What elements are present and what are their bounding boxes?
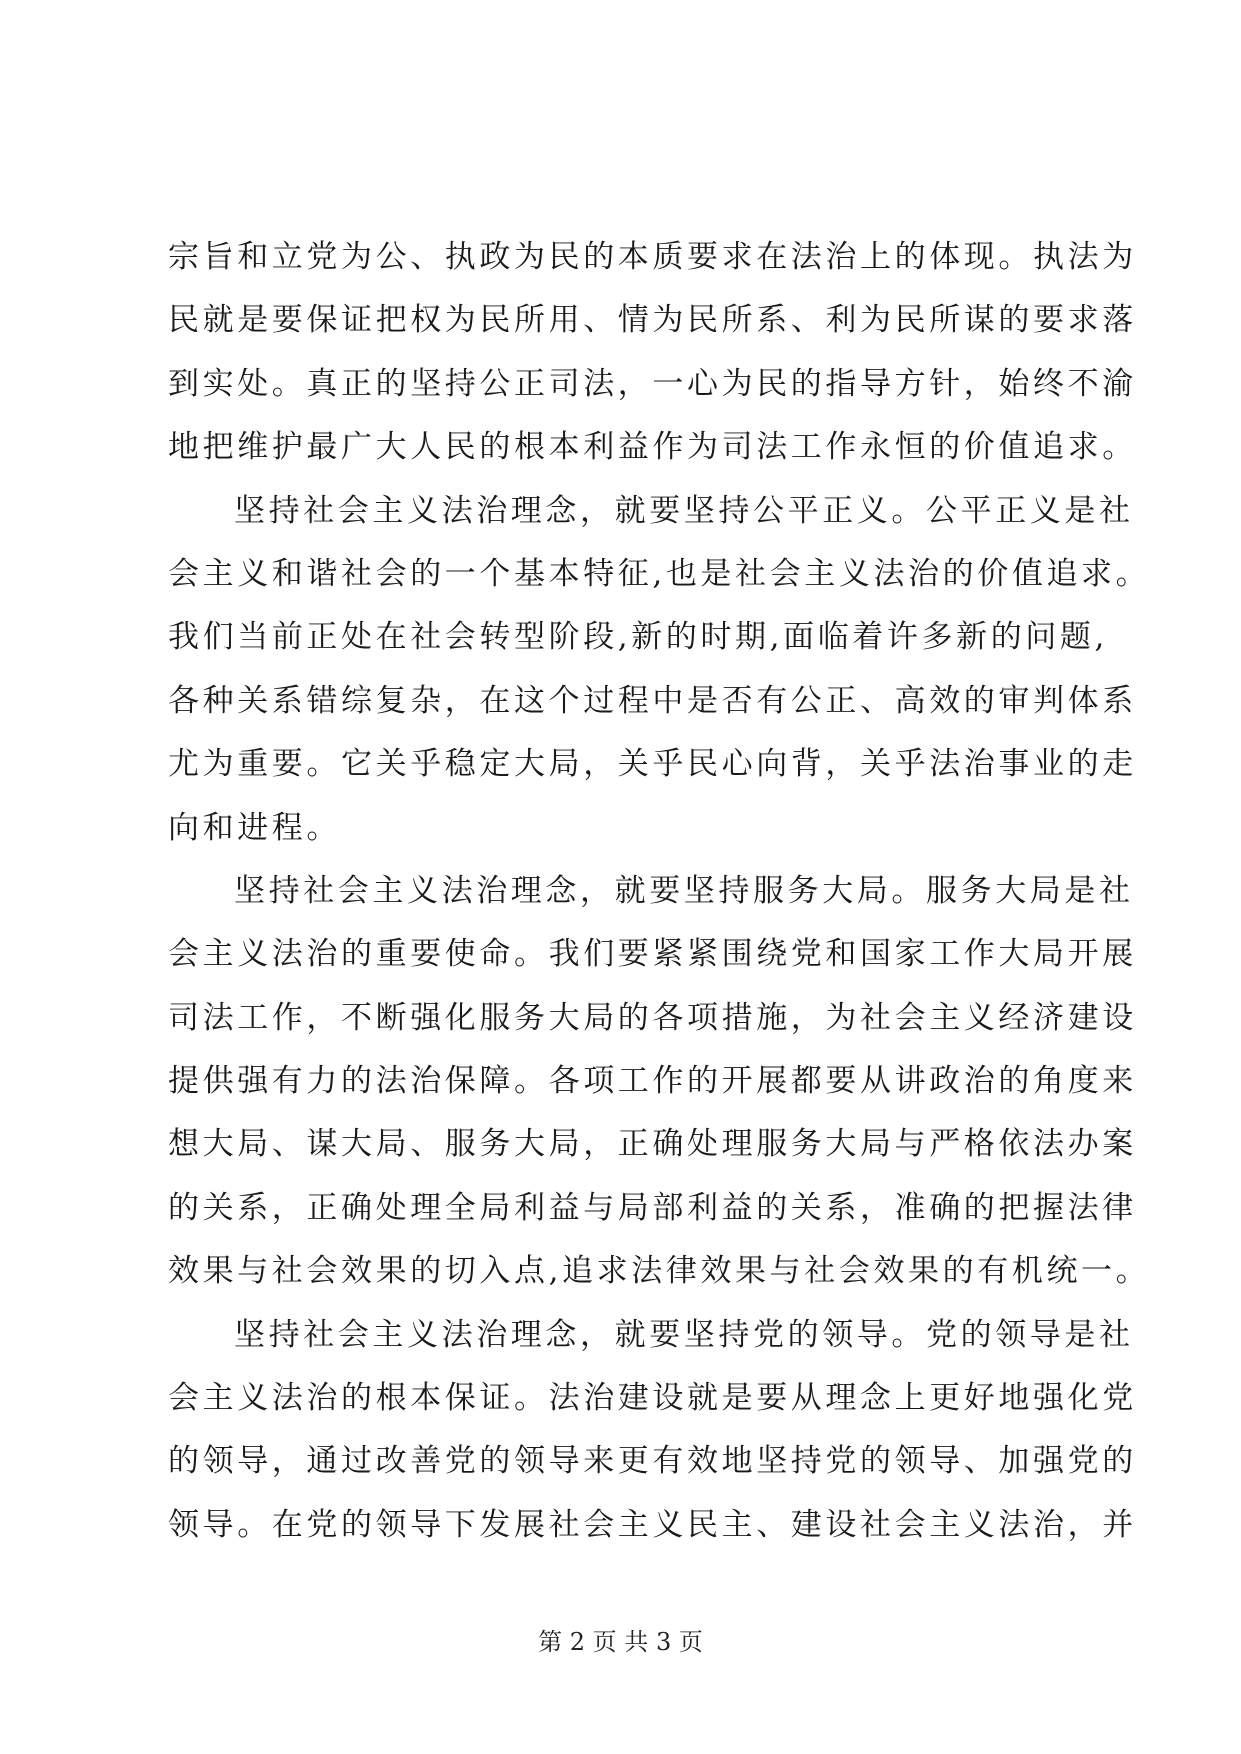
page-number-footer: 第 2 页 共 3 页 <box>538 1628 703 1656</box>
text-line: 司法工作，不断强化服务大局的各项措施，为社会主义经济建设 <box>168 999 1137 1036</box>
text-line: 民就是要保证把权为民所用、情为民所系、利为民所谋的要求落 <box>168 302 1137 339</box>
text-line: 提供强有力的法治保障。各项工作的开展都要从讲政治的角度来 <box>168 1063 1137 1100</box>
text-line: 向和进程。 <box>168 809 341 846</box>
text-line: 效果与社会效果的切入点,追求法律效果与社会效果的有机统一。 <box>168 1253 1151 1290</box>
body-text <box>168 226 1151 1557</box>
text-line: 想大局、谋大局、服务大局，正确处理服务大局与严格依法办案 <box>168 1126 1137 1163</box>
text-line: 各种关系错综复杂，在这个过程中是否有公正、高效的审判体系 <box>168 682 1137 719</box>
text-line: 尤为重要。它关乎稳定大局，关乎民心向背，关乎法治事业的走 <box>168 746 1137 783</box>
paragraph-first-line: 坚持社会主义法治理念，就要坚持公平正义。公平正义是社 <box>234 492 1134 529</box>
text-line: 地把维护最广大人民的根本利益作为司法工作永恒的价值追求。 <box>168 429 1137 466</box>
text-line: 会主义和谐社会的一个基本特征,也是社会主义法治的价值追求。 <box>168 555 1151 592</box>
text-line: 宗旨和立党为公、执政为民的本质要求在法治上的体现。执法为 <box>168 239 1137 275</box>
paragraph-first-line: 坚持社会主义法治理念，就要坚持党的领导。党的领导是社 <box>234 1316 1134 1353</box>
text-line: 领导。在党的领导下发展社会主义民主、建设社会主义法治，并 <box>168 1506 1137 1543</box>
text-line: 到实处。真正的坚持公正司法，一心为民的指导方针，始终不渝 <box>168 365 1137 402</box>
text-line: 会主义法治的根本保证。法治建设就是要从理念上更好地强化党 <box>168 1380 1137 1417</box>
text-line: 会主义法治的重要使命。我们要紧紧围绕党和国家工作大局开展 <box>168 936 1137 973</box>
text-line: 我们当前正处在社会转型阶段,新的时期,面临着许多新的问题, <box>168 619 1108 656</box>
paragraph-first-line: 坚持社会主义法治理念，就要坚持服务大局。服务大局是社 <box>234 872 1134 909</box>
text-line: 的关系，正确处理全局利益与局部利益的关系，准确的把握法律 <box>168 1189 1137 1226</box>
text-line: 的领导，通过改善党的领导来更有效地坚持党的领导、加强党的 <box>168 1443 1137 1480</box>
